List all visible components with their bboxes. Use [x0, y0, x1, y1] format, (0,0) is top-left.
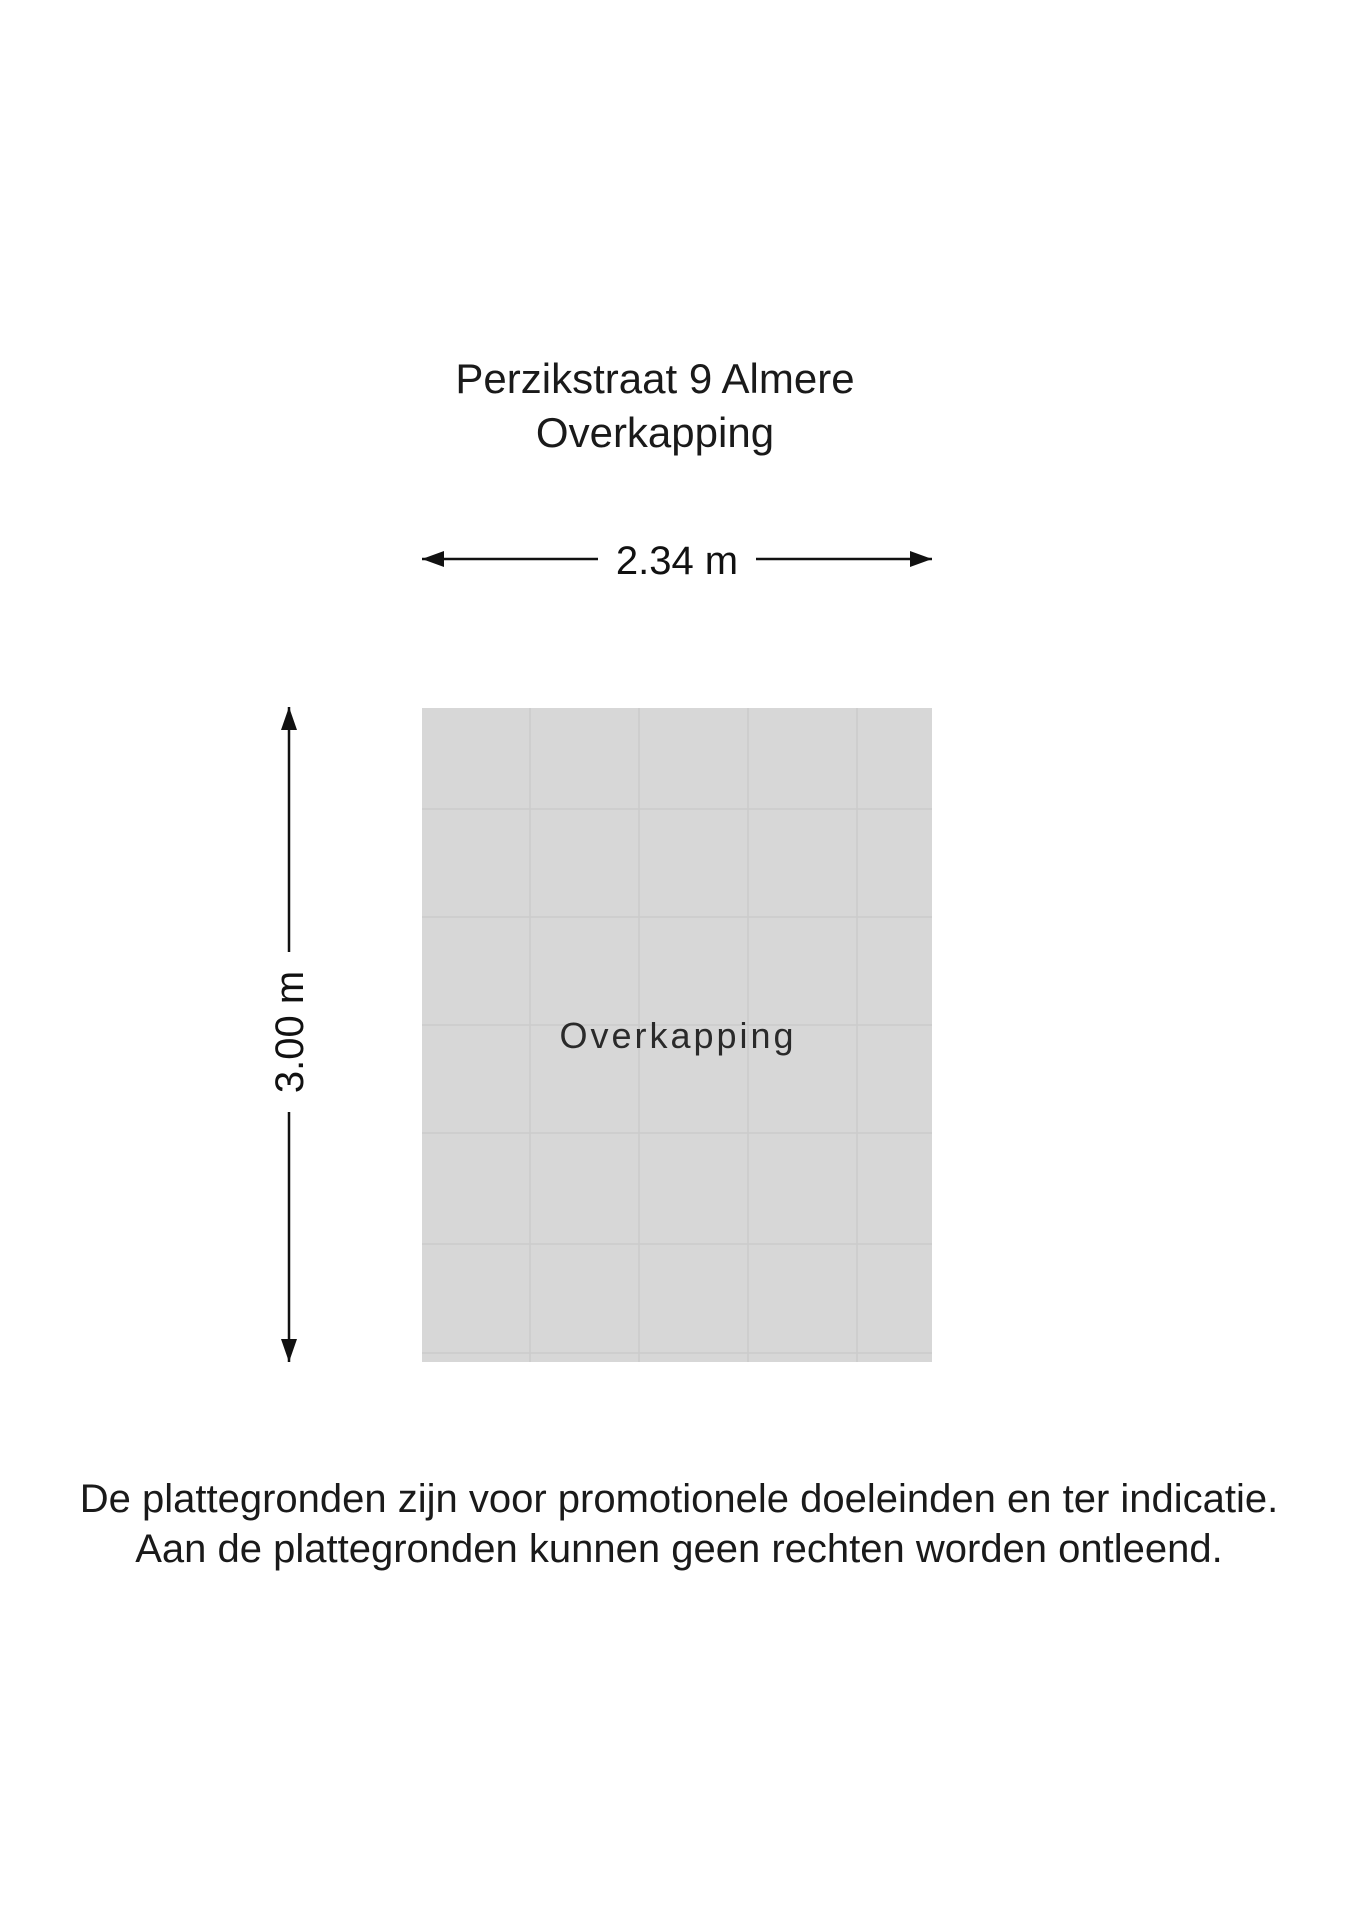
height-dimension-label: 3.00 m [268, 970, 312, 1094]
floor-title: Overkapping [535, 409, 775, 456]
address-title: Perzikstraat 9 Almere [455, 355, 855, 402]
room-overkapping [422, 708, 932, 1362]
disclaimer-line-1: De plattegronden zijn voor promotionele doeleinden en ter indicatie. [79, 1477, 1279, 1521]
disclaimer [0, 1474, 1358, 1574]
disclaimer-line-2: Aan de plattegronden kunnen geen rechten worden ontleend. [135, 1527, 1223, 1571]
height-dimension [268, 707, 312, 1362]
width-arrow-right-icon [910, 551, 932, 567]
width-arrow-left-icon [422, 551, 444, 567]
height-arrow-bottom-icon [281, 1339, 297, 1362]
width-dimension-label: 2.34 m [615, 539, 739, 583]
room-label: Overkapping [559, 1015, 797, 1056]
height-arrow-top-icon [281, 707, 297, 730]
width-dimension [422, 539, 932, 583]
